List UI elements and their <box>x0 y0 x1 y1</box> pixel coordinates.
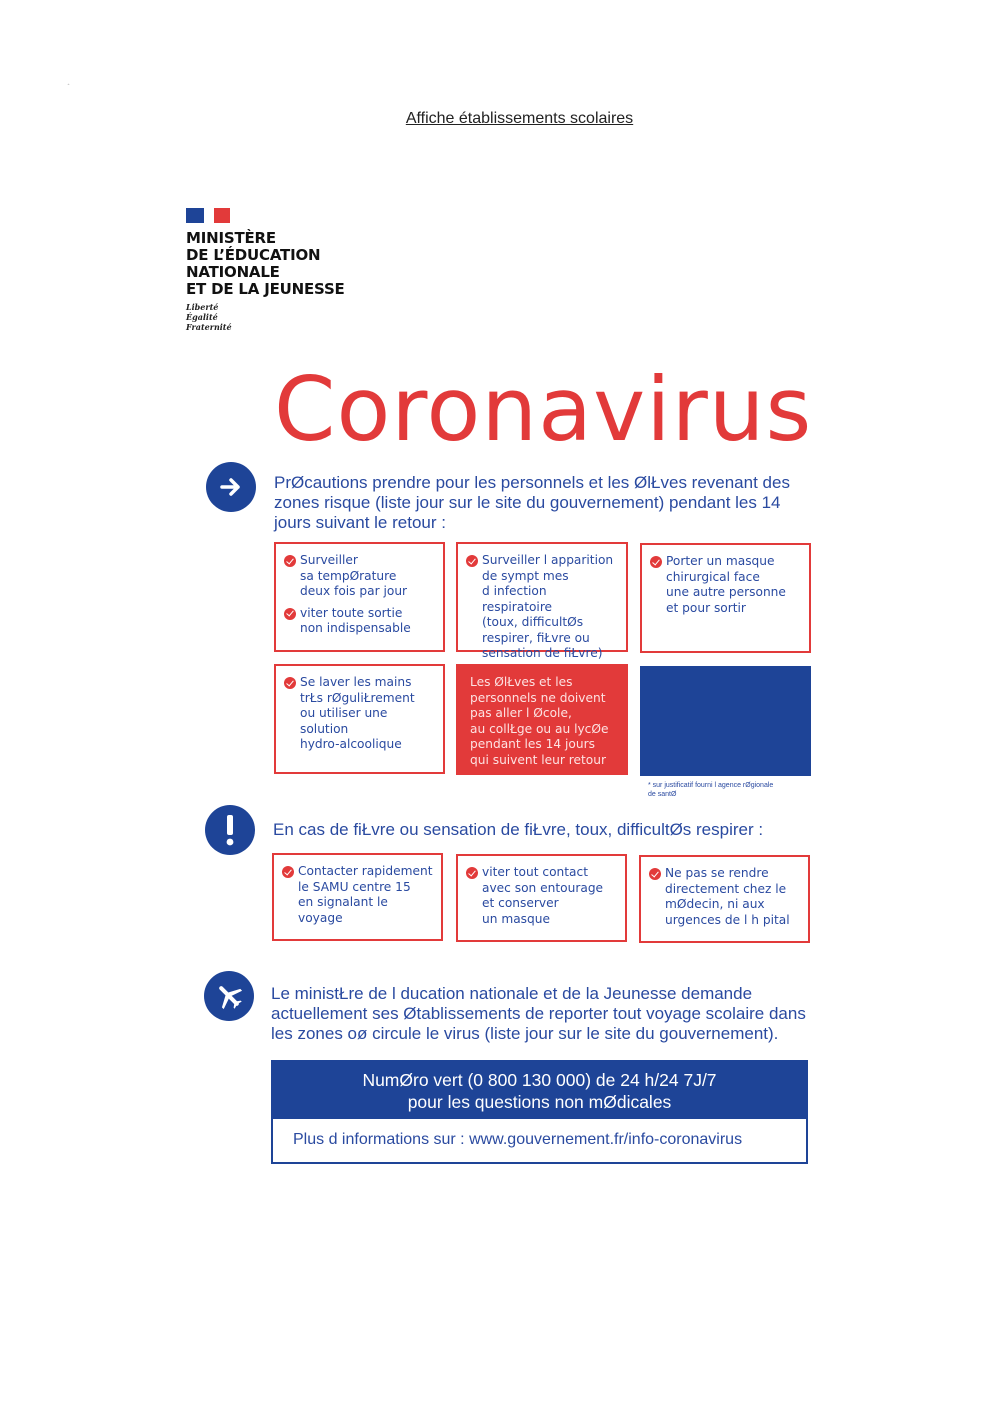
precaution-box <box>274 542 445 652</box>
check-icon <box>649 868 661 880</box>
item-text: Surveiller sa tempØrature deux fois par jour <box>300 553 408 598</box>
french-flag-icon <box>186 208 230 223</box>
check-icon <box>284 555 296 567</box>
info-link[interactable]: Plus d informations sur : www.gouvernement.fr/info-coronavirus <box>293 1131 743 1148</box>
footnote: * sur justificatif fourni l agence rØgionale de santØ <box>648 782 774 798</box>
item-text: viter toute sortie non indispensable <box>300 605 411 635</box>
ministry-line: ET DE LA JEUNESSE <box>186 280 345 298</box>
airplane-icon <box>204 971 254 1021</box>
section2-intro: En cas de fiŁvre ou sensation de fiŁvre, toux, difficultØs respirer : <box>273 820 764 839</box>
scan-speck: ˆ <box>67 84 70 91</box>
precaution-item <box>284 606 435 637</box>
item-text: Porter un masque chirurgical face une autre personne et pour sortir <box>666 554 786 615</box>
check-icon <box>466 867 478 879</box>
motto-line: Liberté <box>186 302 219 312</box>
symptom-action-box <box>639 855 810 943</box>
item-text: Surveiller l apparition de sympt mes d infection respiratoire (toux, difficultØs respirer, fiŁvre ou sensation de fiŁvre) <box>482 553 614 660</box>
item-text: Ne pas se rendre directement chez le mØdecin, ni aux urgences de l h pital <box>665 866 790 927</box>
check-icon <box>284 608 296 620</box>
info-banner <box>271 1060 808 1164</box>
poster-title: Coronavirus <box>274 358 813 461</box>
republic-motto <box>186 302 345 332</box>
symptom-action-item <box>649 866 800 928</box>
motto-line: Égalité <box>186 312 218 322</box>
precaution-item <box>466 553 618 662</box>
item-text: Contacter rapidement le SAMU centre 15 en signalant le voyage <box>298 864 433 925</box>
precaution-item <box>650 554 801 616</box>
check-icon <box>284 677 296 689</box>
phone-hotline: NumØro vert (0 800 130 000) de 24 h/24 7J/7 pour les questions non mØdicales <box>273 1062 806 1119</box>
exclamation-icon <box>205 805 255 855</box>
precaution-item <box>284 675 435 753</box>
ministry-line: MINISTÈRE <box>186 229 276 247</box>
school-exclusion-box: Les ØlŁves et les personnels ne doivent pas aller l Øcole, au collŁge ou au lycØe pendant les 14 jours qui suivent leur retour <box>456 664 628 775</box>
ministry-name <box>186 230 345 298</box>
precaution-box <box>274 664 445 774</box>
symptom-action-item <box>466 865 617 927</box>
symptom-action-box <box>456 854 627 942</box>
section3-intro: Le ministŁre de l ducation nationale et de la Jeunesse demande actuellement ses Øtablissements de reporter tout voyage scolaire dans les zones oø circule le virus (liste jour sur le site du gouvernement). <box>271 984 806 1043</box>
symptom-action-box <box>272 853 443 941</box>
check-icon <box>282 866 294 878</box>
symptom-action-item <box>282 864 433 926</box>
motto-line: Fraternité <box>186 322 232 332</box>
ministry-logo <box>186 208 345 332</box>
precaution-item <box>284 553 435 600</box>
section1-intro: PrØcautions prendre pour les personnels et les ØlŁves revenant des zones risque (liste jour sur le site du gouvernement) pendant les 14 jours suivant le retour : <box>274 473 790 532</box>
check-icon <box>650 556 662 568</box>
ministry-line: DE L’ÉDUCATION <box>186 246 321 264</box>
check-icon <box>466 555 478 567</box>
document-heading: Affiche établissements scolaires <box>405 110 634 127</box>
precaution-box <box>456 542 628 660</box>
precaution-box <box>640 543 811 653</box>
ministry-line: NATIONALE <box>186 263 280 281</box>
item-text: viter tout contact avec son entourage et conserver un masque <box>482 865 604 926</box>
blue-panel <box>640 666 811 776</box>
item-text: Se laver les mains trŁs rØguliŁrement ou utiliser une solution hydro-alcoolique <box>300 675 415 751</box>
arrow-right-icon <box>206 462 256 512</box>
